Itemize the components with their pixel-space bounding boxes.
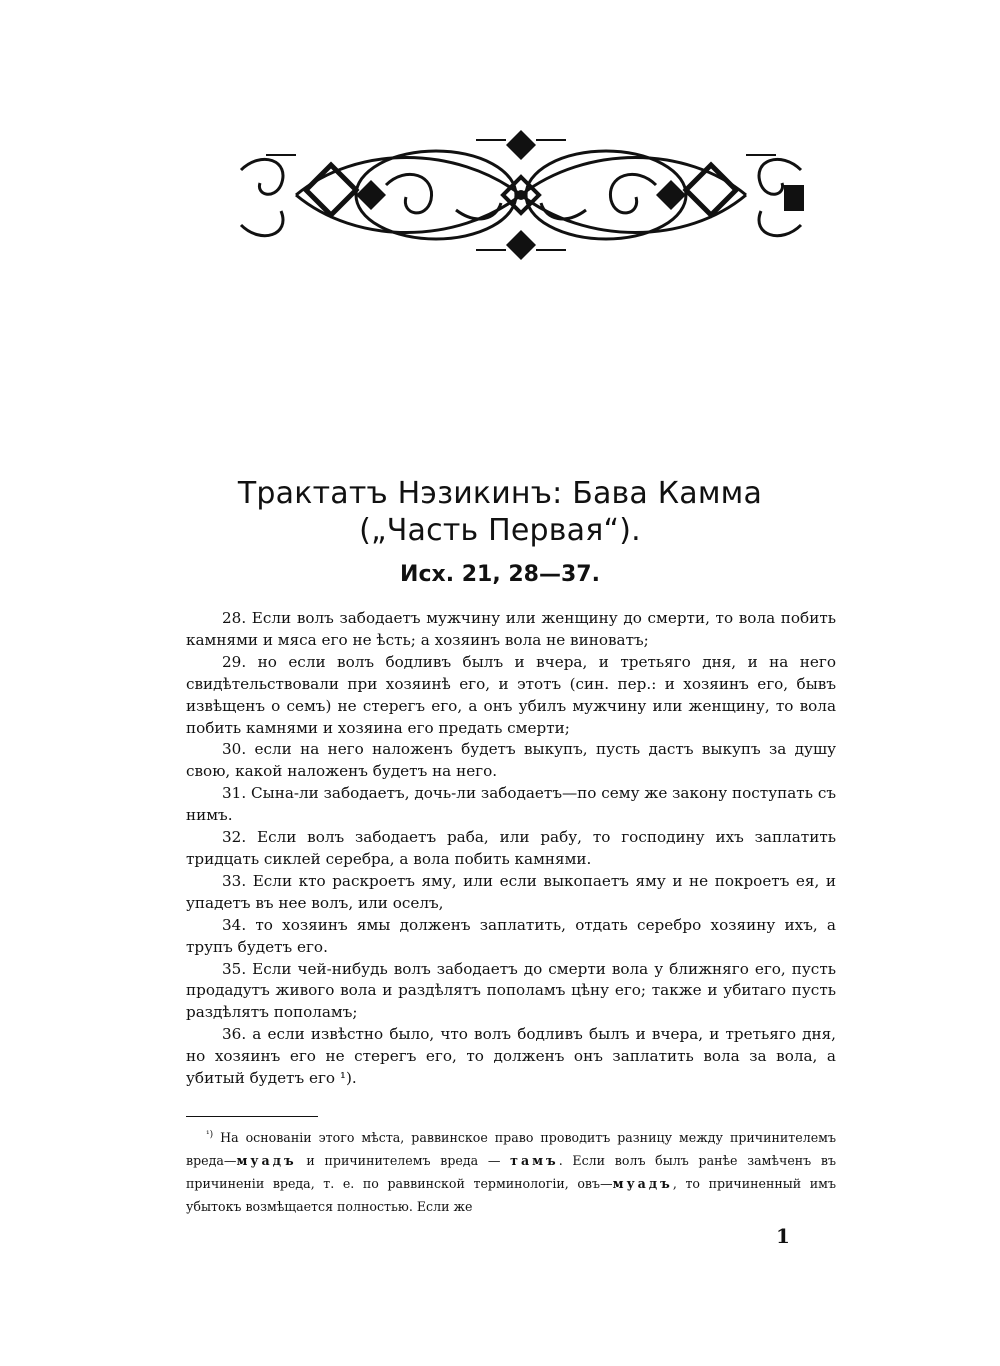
verse-29: 29. но если волъ бодливъ былъ и вчера, и третьяго дня, и на него свидѣтельствовали при хозяинѣ его, и этотъ (син. пер.: и хозяинъ его, бывъ извѣщенъ о семъ) не стерегъ его, а онъ убилъ мужчину или женщину, то вола побить камнями и хозяина его предать смерти;	[186, 652, 836, 737]
verse-35: 35. Если чей-нибудь волъ забодаетъ до смерти вола у ближняго его, пусть продадутъ живого вола и раздѣлятъ пополамъ цѣну его; также и убитаго пусть раздѣлятъ пополамъ;	[186, 959, 836, 1022]
footnote-term-tam: тамъ	[510, 1153, 559, 1169]
footnote-marker: ¹)	[206, 1130, 214, 1140]
footnote-term-muad: муадъ	[236, 1153, 297, 1169]
footnote-term-muad-2: муадъ	[612, 1176, 673, 1192]
scripture-reference: Исх. 21, 28—37.	[400, 562, 600, 587]
footnote-text-2: и причинителемъ вреда —	[296, 1153, 511, 1169]
verse-34: 34. то хозяинъ ямы долженъ заплатить, отдать серебро хозяину ихъ, а трупъ будетъ его.	[186, 915, 836, 956]
page-title: Трактатъ Нэзикинъ: Бава Камма	[237, 476, 763, 511]
page-number: 1	[776, 1224, 790, 1248]
footnote-text-3: . Если волъ былъ ранѣе замѣченъ въ причиненіи вреда, т. е. по раввинской терминологіи, овъ—	[186, 1153, 836, 1192]
footnote-text-1: На основаніи этого мѣста, раввинское право проводитъ разницу между причинителемъ вреда—	[186, 1130, 836, 1169]
verse-28: 28. Если волъ забодаетъ мужчину или женщину до смерти, то вола побить камнями и мяса его не ѣсть; а хозяинъ вола не виноватъ;	[186, 609, 836, 649]
page-title-part: („Часть Первая“).	[359, 513, 641, 548]
footnote-divider	[186, 1116, 318, 1117]
verse-31: 31. Сына-ли забодаетъ, дочь-ли забодаетъ—по сему же закону поступать съ нимъ.	[186, 784, 836, 825]
verse-list	[186, 608, 836, 1090]
verse-33: 33. Если кто раскроетъ яму, или если выкопаетъ яму и не покроетъ ея, и упадетъ въ нее волъ, или оселъ,	[186, 871, 836, 912]
footnote	[186, 1124, 836, 1218]
ornament-headpiece-icon	[236, 125, 806, 265]
footnote-text-4: , то причиненный имъ убытокъ возмѣщается полностью. Если же	[186, 1176, 836, 1215]
verse-30: 30. если на него наложенъ будетъ выкупъ, пусть дастъ выкупъ за душу свою, какой наложенъ будетъ на него.	[186, 740, 836, 781]
verse-36: 36. а если извѣстно было, что волъ бодливъ былъ и вчера, и третьяго дня, но хозяинъ его не стерегъ его, то долженъ онъ заплатить вола за вола, а убитый будетъ его ¹).	[186, 1025, 836, 1088]
verse-32: 32. Если волъ забодаетъ раба, или рабу, то господину ихъ заплатить тридцать сиклей серебра, а вола побить камнями.	[186, 828, 836, 868]
